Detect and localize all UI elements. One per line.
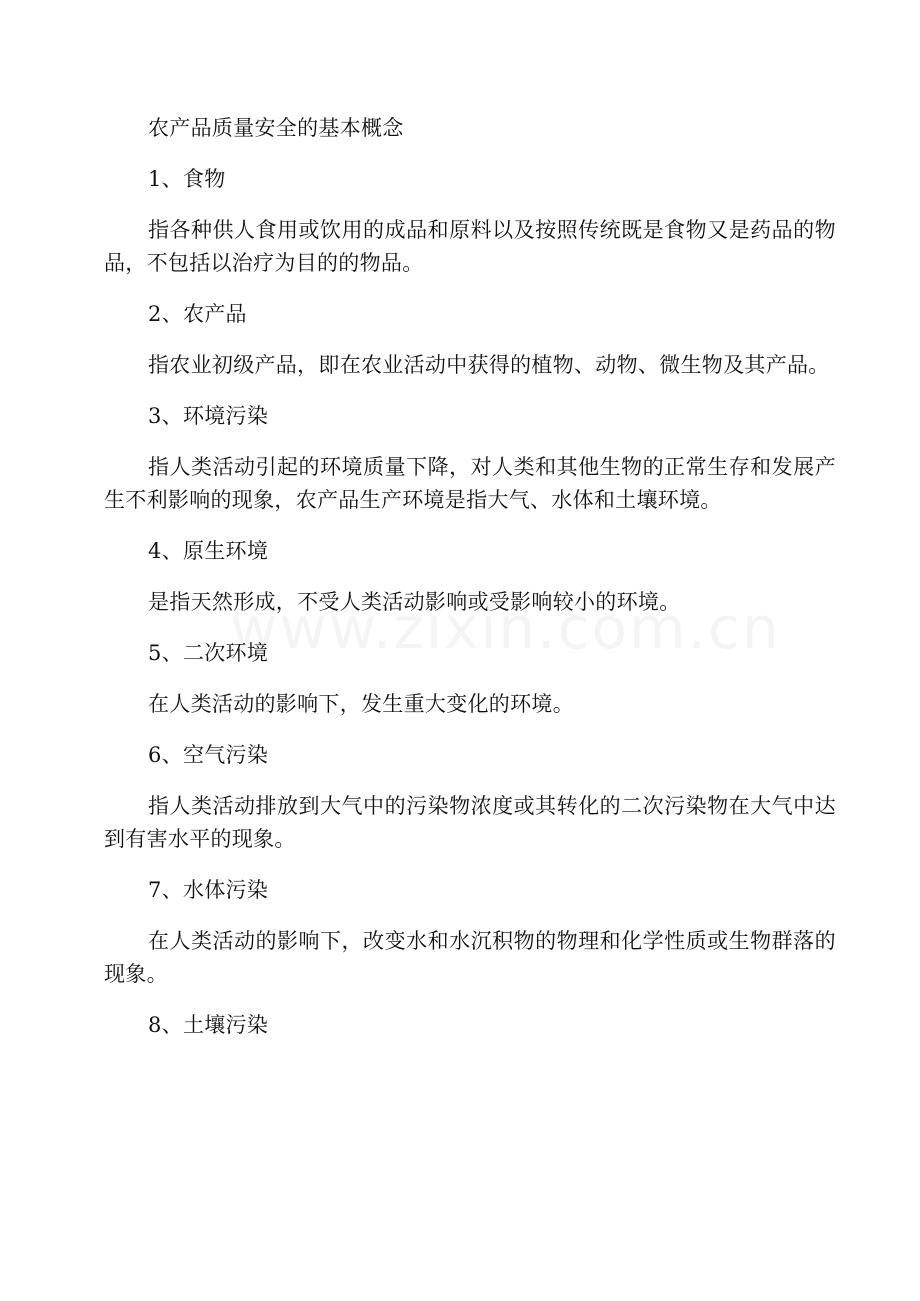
document-title: 农产品质量安全的基本概念 — [148, 116, 404, 140]
document-content — [104, 112, 836, 1060]
section-7-heading: 7、水体污染 — [148, 878, 269, 902]
section-5-text: 在人类活动的影响下，发生重大变化的环境。 — [148, 692, 574, 716]
section-1-heading: 1、食物 — [148, 167, 226, 191]
section-2-heading: 2、农产品 — [148, 302, 247, 326]
section-4-text: 是指天然形成，不受人类活动影响或受影响较小的环境。 — [148, 590, 681, 614]
section-3-heading: 3、环境污染 — [148, 404, 269, 428]
section-7-text: 在人类活动的影响下，改变水和水沉积物的物理和化学性质或生物群落的现象。 — [104, 929, 836, 986]
section-4-heading: 4、原生环境 — [148, 539, 269, 563]
section-8-heading: 8、土壤污染 — [148, 1013, 269, 1037]
section-6-text: 指人类活动排放到大气中的污染物浓度或其转化的二次污染物在大气中达到有害水平的现象。 — [104, 794, 836, 851]
section-5-heading: 5、二次环境 — [148, 641, 269, 665]
section-1-text: 指各种供人食用或饮用的成品和原料以及按照传统既是食物又是药品的物品，不包括以治疗为目的的物品。 — [104, 218, 836, 275]
section-3-text: 指人类活动引起的环境质量下降，对人类和其他生物的正常生存和发展产生不利影响的现象，农产品生产环境是指大气、水体和土壤环境。 — [104, 455, 836, 512]
section-6-heading: 6、空气污染 — [148, 743, 269, 767]
section-2-text: 指农业初级产品，即在农业活动中获得的植物、动物、微生物及其产品。 — [148, 353, 830, 377]
